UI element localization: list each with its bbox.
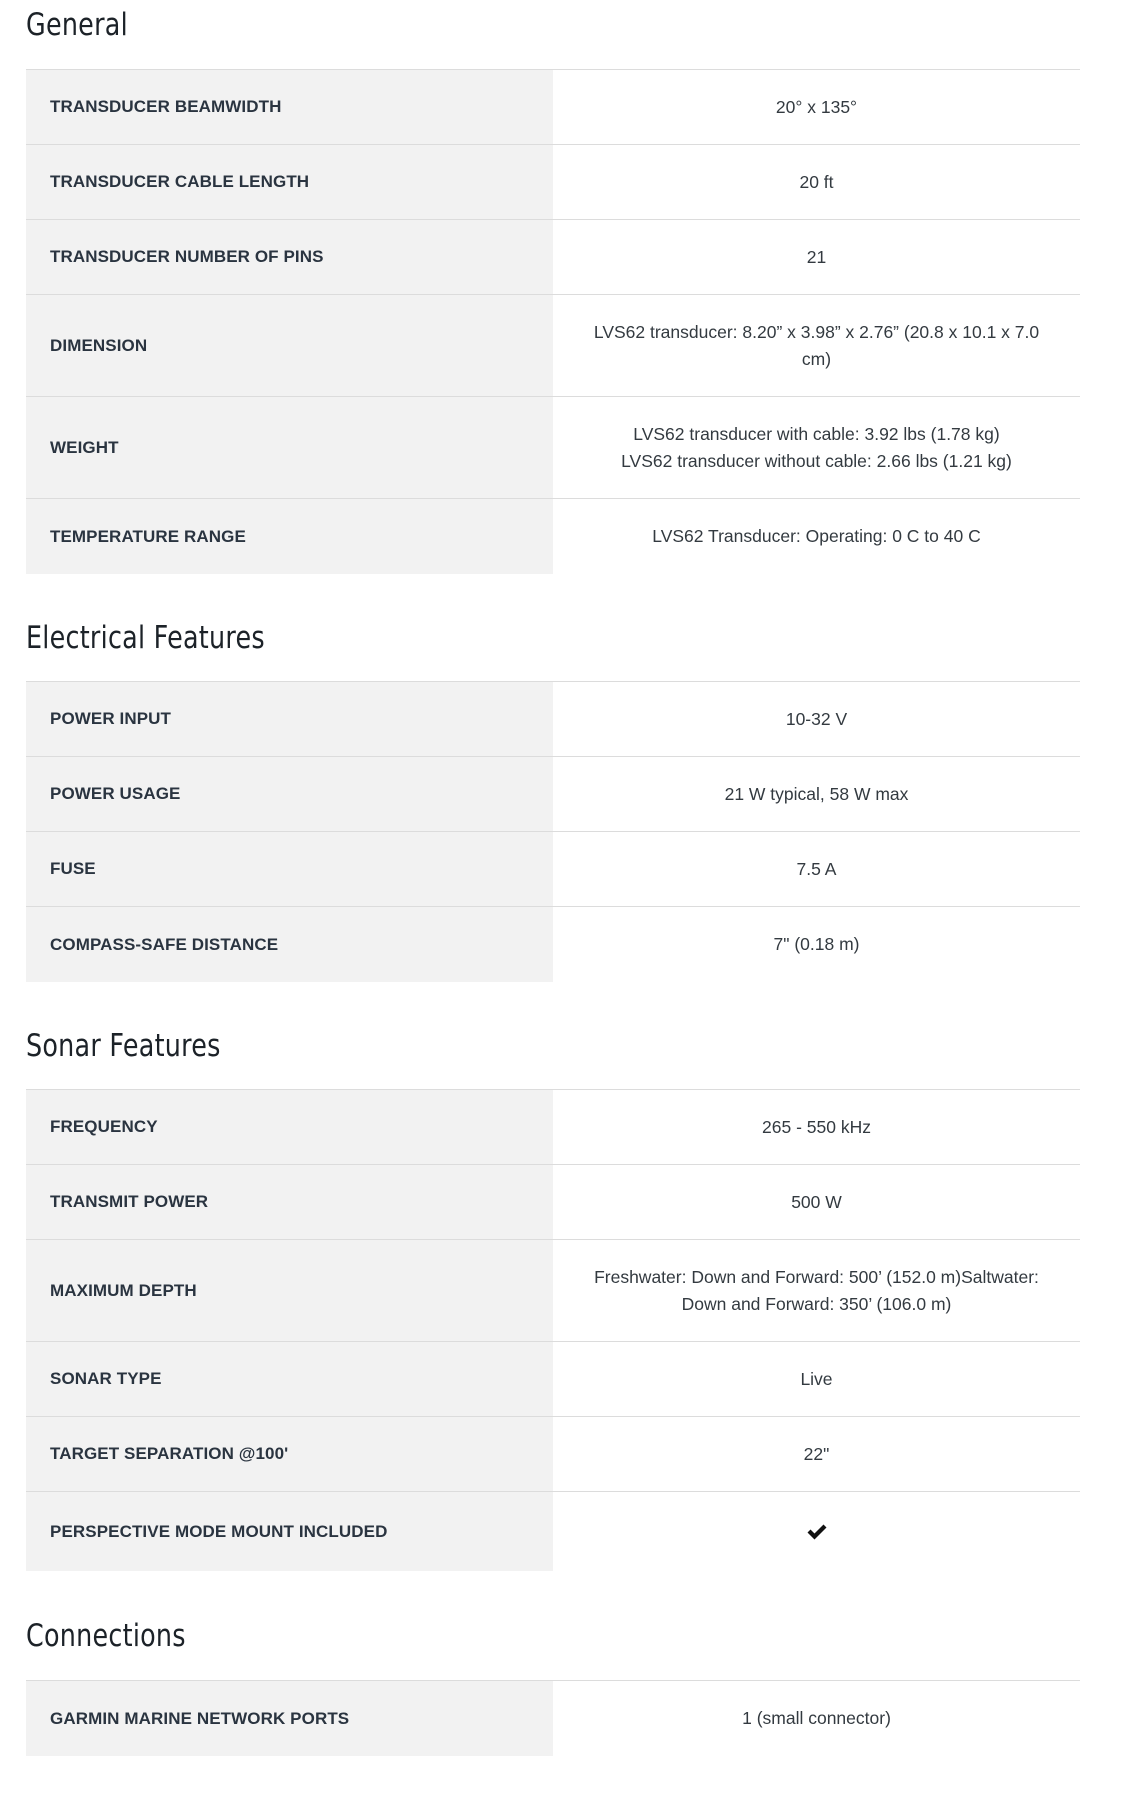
spec-value: 1 (small connector): [742, 1708, 891, 1728]
spec-value: 10-32 V: [785, 708, 848, 729]
spec-label: MAXIMUM DEPTH: [26, 1240, 553, 1341]
spec-value: Freshwater: Down and Forward: 500’ (152.0 m)Saltwater: Down and Forward: 350’ (106.0 m): [594, 1266, 1039, 1314]
table-row: [26, 1090, 1080, 1165]
table-row: [26, 1492, 1080, 1571]
spec-table-general: [26, 69, 1080, 574]
table-row: [26, 145, 1080, 220]
spec-value: 22": [803, 1443, 830, 1464]
spec-value: LVS62 transducer: 8.20” x 3.98” x 2.76” (20.8 x 10.1 x 7.0 cm): [593, 321, 1040, 369]
spec-label: TRANSDUCER BEAMWIDTH: [26, 70, 553, 144]
table-row: [26, 1342, 1080, 1417]
table-row: [26, 295, 1080, 397]
spec-value: 500 W: [791, 1191, 842, 1212]
table-row: [26, 757, 1080, 832]
spec-label: SONAR TYPE: [26, 1342, 553, 1416]
spec-value: 7.5 A: [796, 858, 837, 879]
table-row: [26, 907, 1080, 982]
table-row: [26, 1681, 1080, 1756]
spec-label: TRANSDUCER NUMBER OF PINS: [26, 220, 553, 294]
table-row: [26, 70, 1080, 145]
spec-value: 20 ft: [799, 171, 834, 192]
checkmark-icon: [806, 1523, 828, 1541]
spec-value: LVS62 Transducer: Operating: 0 C to 40 C: [652, 526, 981, 546]
table-row: [26, 1240, 1080, 1342]
spec-label: WEIGHT: [26, 397, 553, 498]
spec-value: [553, 1492, 1080, 1571]
spec-label: GARMIN MARINE NETWORK PORTS: [26, 1681, 553, 1756]
table-row: [26, 1165, 1080, 1240]
spec-value: 265 - 550 kHz: [762, 1116, 871, 1137]
spec-value: Live: [800, 1368, 833, 1389]
table-row: [26, 682, 1080, 757]
spec-label: TEMPERATURE RANGE: [26, 499, 553, 574]
table-row: [26, 220, 1080, 295]
spec-value: [553, 397, 1080, 498]
table-row: [26, 1417, 1080, 1492]
spec-label: TRANSMIT POWER: [26, 1165, 553, 1239]
spec-label: TARGET SEPARATION @100': [26, 1417, 553, 1491]
spec-table-sonar-features: [26, 1089, 1080, 1571]
spec-value-line: LVS62 transducer with cable: 3.92 lbs (1.78 kg): [633, 423, 1000, 444]
table-row: [26, 499, 1080, 574]
spec-label: COMPASS-SAFE DISTANCE: [26, 907, 553, 982]
table-row: [26, 832, 1080, 907]
spec-value: 21 W typical, 58 W max: [724, 783, 909, 804]
table-row: [26, 397, 1080, 499]
section-title-connections: Connections: [26, 1618, 186, 1654]
section-title-electrical-features: Electrical Features: [26, 620, 265, 656]
spec-value: 21: [806, 246, 827, 267]
spec-label: TRANSDUCER CABLE LENGTH: [26, 145, 553, 219]
spec-label: POWER USAGE: [26, 757, 553, 831]
section-title-general: General: [26, 7, 128, 43]
section-title-sonar-features: Sonar Features: [26, 1028, 221, 1064]
spec-label: PERSPECTIVE MODE MOUNT INCLUDED: [26, 1492, 553, 1571]
spec-table-electrical-features: [26, 681, 1080, 982]
spec-table-connections: [26, 1680, 1080, 1756]
spec-value-line: LVS62 transducer without cable: 2.66 lbs (1.21 kg): [621, 450, 1012, 471]
spec-value: 20° x 135°: [775, 96, 858, 117]
spec-label: FUSE: [26, 832, 553, 906]
spec-label: DIMENSION: [26, 295, 553, 396]
spec-label: POWER INPUT: [26, 682, 553, 756]
spec-label: FREQUENCY: [26, 1090, 553, 1164]
spec-value: 7" (0.18 m): [773, 934, 860, 954]
